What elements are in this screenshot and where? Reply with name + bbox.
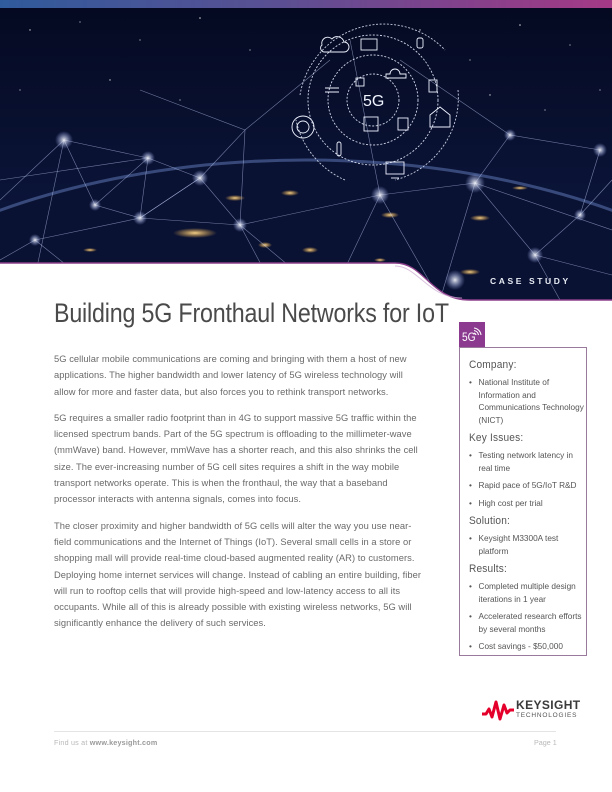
list-item: • High cost per trial bbox=[469, 497, 585, 510]
paragraph: 5G cellular mobile communications are coming and bringing with them a host of new applications. The higher bandwidth and lower latency of 5G wireless technology will allow for more and faster data, but also forces you to rethink transport networks. bbox=[54, 354, 407, 397]
list-item: • Accelerated research efforts by several months bbox=[469, 610, 585, 635]
list-item: • Testing network latency in real time bbox=[469, 449, 585, 474]
page-number: Page 1 bbox=[534, 738, 557, 747]
wireless-signal-icon bbox=[472, 325, 484, 337]
logo-wordmark: KEYSIGHT bbox=[516, 698, 581, 712]
section-key-issues bbox=[469, 432, 580, 509]
section-heading: Key Issues: bbox=[469, 432, 524, 444]
section-heading: Solution: bbox=[469, 515, 511, 527]
section-results bbox=[469, 563, 580, 653]
logo-subtitle: TECHNOLOGIES bbox=[516, 712, 578, 719]
keysight-logo bbox=[482, 698, 582, 722]
hero-5g-text: 5G bbox=[363, 93, 385, 110]
footer-prefix: Find us at bbox=[54, 738, 88, 747]
page-title: Building 5G Fronthaul Networks for IoT bbox=[54, 298, 449, 328]
top-accent-bar bbox=[0, 0, 612, 8]
section-solution bbox=[469, 515, 580, 557]
footer-find-us bbox=[54, 738, 157, 747]
hero-image bbox=[0, 8, 612, 301]
list-item: • Cost savings - $50,000 bbox=[469, 640, 585, 653]
badge-label: 5G bbox=[462, 330, 476, 344]
body-text bbox=[54, 351, 426, 642]
case-summary-box bbox=[459, 347, 587, 656]
footer-divider bbox=[54, 731, 556, 732]
section-heading: Company: bbox=[469, 359, 517, 371]
list-item: • Rapid pace of 5G/IoT R&D bbox=[469, 479, 585, 492]
list-item: • Completed multiple design iterations in 1 year bbox=[469, 580, 585, 605]
keysight-wave-icon bbox=[482, 699, 514, 721]
section-company bbox=[469, 359, 584, 426]
paragraph: The closer proximity and higher bandwidth of 5G cells will alter the way you use near-field communications and the Internet of Things (IoT). Several small cells in a store or shopping mall will provide real-time cloud-based augmented reality (AR) to customers. Deploying home internet services will change. Instead of cabling an entire building, fiber will run to rooftop cells that will provide high-speed and low-latency access to all its occupants. While all of this is already possible with existing wireless networks, 5G will significantly enhance the delivery of such services. bbox=[54, 520, 422, 629]
footer-url-link[interactable]: www.keysight.com bbox=[89, 738, 158, 747]
list-item: • National Institute of Information and Communications Technology (NICT) bbox=[469, 376, 585, 426]
paragraph: 5G requires a smaller radio footprint than in 4G to support massive 5G traffic within the licensed spectrum bands. Part of the 5G spectrum is offloading to the millimeter-wave (mmWave) band. However, mmWave has a shorter reach, and this also shrinks the cell size. The ever-increasing number of 5G cell sites requires a shift in the way mobile transport networks operate. This is when the fronthaul, the way that a baseband processor interacts with antenna signals, comes into focus. bbox=[54, 412, 418, 505]
5g-badge bbox=[459, 322, 485, 348]
section-heading: Results: bbox=[469, 563, 508, 575]
list-item: • Keysight M3300A test platform bbox=[469, 532, 585, 557]
case-study-label: CASE STUDY bbox=[490, 276, 571, 286]
